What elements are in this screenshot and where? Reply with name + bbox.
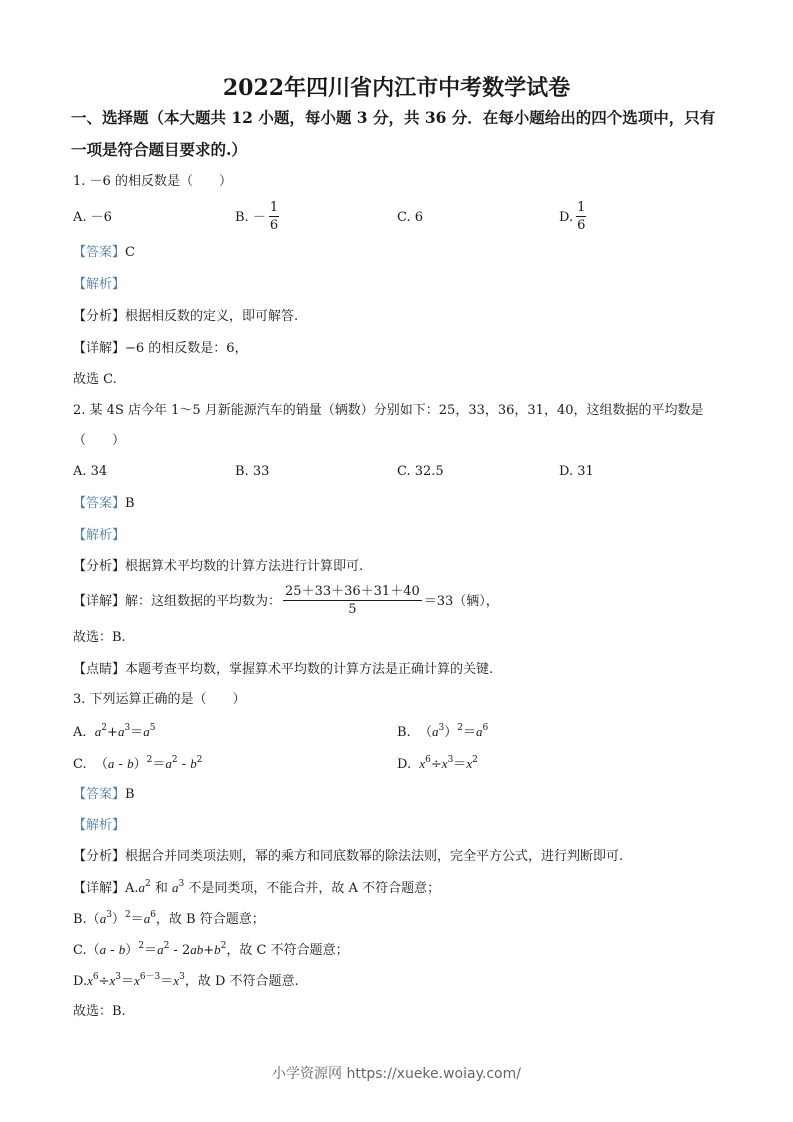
- analysis-tag: 【解析】: [73, 528, 126, 543]
- q3-answer: [73, 785, 135, 805]
- q1-answer: [73, 243, 135, 263]
- q1-fenxi: [73, 307, 298, 327]
- q2-dianjing: [73, 660, 493, 680]
- q3-fenxi: [73, 847, 623, 867]
- fenxi-text: 根据合并同类项法则，幂的乘方和同底数幂的除法法则，完全平方公式，进行判断即可.: [125, 849, 624, 864]
- answer-tag: 【答案】: [73, 496, 126, 511]
- footer-watermark: 小学资源网 https://xueke.woiay.com/: [272, 1066, 521, 1082]
- q1-option-b-prefix: B. －: [235, 210, 266, 225]
- q2-fenxi: [73, 557, 363, 577]
- q2-stem-line1: 2. 某 4S 店今年 1～5 月新能源汽车的销量（辆数）分别如下：25，33，36，31，40，这组数据的平均数是: [73, 403, 704, 418]
- q2-analysis-tag: [73, 526, 125, 546]
- q2-xiangjie: [73, 584, 499, 619]
- q3-xiangjie-d: $D.x^6\div x^3=x^{6-3}=x^3$，故 D 不符合题意.: [73, 972, 299, 989]
- q3-xiangjie-a: 【详解】$A.a^2$ 和 $a^3$ 不是同类项，不能合并，故 A 不符合题意；: [73, 879, 441, 896]
- answer-value: B: [125, 496, 135, 511]
- fenxi-tag: 【分析】: [73, 849, 126, 864]
- q2-option-b: B. 33: [235, 464, 270, 479]
- q1-option-d-prefix: D.: [559, 210, 574, 225]
- q2-option-a: A. 34: [73, 464, 108, 479]
- xiangjie-tag: 【详解】: [73, 594, 126, 609]
- numerator: 1: [269, 200, 279, 215]
- option-label: C.: [73, 757, 87, 772]
- q3-option-b: B. $(a^3)^2=a^6$: [397, 723, 489, 740]
- q2-option-c: C. 32.5: [397, 464, 444, 479]
- q2-stem-line2: （ ）: [73, 433, 126, 448]
- numerator: 25＋33＋36＋31＋40: [285, 584, 420, 599]
- denominator: 6: [577, 218, 586, 233]
- q3-xiangjie-c: $C.(a - b)^2=a^2 - 2ab+b^2$，故 C 不符合题意；: [73, 941, 349, 958]
- q3-xiangjie-b: $B.(a^3)^2=a^6$，故 B 符合题意；: [73, 910, 265, 927]
- option-label: A.: [73, 725, 87, 740]
- q3-option-a: A. $a^2+a^3=a^5$: [73, 723, 156, 740]
- xiangjie-c-text: ，故 C 不符合题意；: [226, 943, 349, 958]
- q1-xiangjie: [73, 339, 248, 359]
- mean-fraction: [283, 584, 422, 619]
- q3-option-d: D. $x^6\div x^3=x^2$: [397, 755, 478, 772]
- denominator: 5: [348, 602, 357, 617]
- xiangjie-text: 解：这组数据的平均数为：: [125, 594, 282, 609]
- q1-option-d: [559, 200, 589, 235]
- answer-tag: 【答案】: [73, 787, 126, 802]
- fraction: [576, 200, 586, 235]
- q1-option-b: [235, 200, 282, 235]
- section-heading-line2: 一项是符合题目要求的.）: [71, 140, 247, 159]
- denominator: 6: [269, 218, 279, 233]
- answer-value: B: [125, 787, 135, 802]
- dianjing-tag: 【点睛】: [73, 662, 126, 677]
- option-label: B.: [397, 725, 411, 740]
- dianjing-text: 本题考查平均数，掌握算术平均数的计算方法是正确计算的关键.: [125, 662, 494, 677]
- q1-option-a: A. －6: [73, 210, 112, 225]
- q1-conclusion: 故选 C.: [73, 372, 117, 387]
- q3-stem: 3. 下列运算正确的是（ ）: [73, 692, 246, 707]
- fenxi-text: 根据算术平均数的计算方法进行计算即可.: [125, 559, 364, 574]
- q3-conclusion: 故选：B.: [73, 1004, 126, 1019]
- q1-analysis-tag: [73, 275, 125, 295]
- q3-analysis-tag: [73, 816, 125, 836]
- answer-tag: 【答案】: [73, 245, 126, 260]
- xiangjie-tag: 【详解】: [73, 341, 126, 356]
- xiangjie-text: −6 的相反数是：6，: [125, 341, 248, 356]
- q2-conclusion: 故选：B.: [73, 630, 126, 645]
- q1-option-c: C. 6: [397, 210, 424, 225]
- q1-stem: 1. －6 的相反数是（ ）: [73, 174, 232, 189]
- analysis-tag: 【解析】: [73, 818, 126, 833]
- fenxi-tag: 【分析】: [73, 309, 126, 324]
- fenxi-tag: 【分析】: [73, 559, 126, 574]
- xiangjie-result: ＝33（辆），: [423, 594, 499, 609]
- q2-answer: [73, 494, 135, 514]
- q2-option-d: D. 31: [559, 464, 594, 479]
- xiangjie-tag: 【详解】: [73, 881, 126, 896]
- xiangjie-b-text: ，故 B 符合题意；: [155, 912, 265, 927]
- numerator: 1: [577, 200, 586, 215]
- page-title: 2022年四川省内江市中考数学试卷: [222, 75, 571, 101]
- answer-value: C: [125, 245, 135, 260]
- fenxi-text: 根据相反数的定义，即可解答.: [125, 309, 299, 324]
- fraction: [269, 200, 279, 235]
- option-label: D.: [397, 757, 412, 772]
- analysis-tag: 【解析】: [73, 277, 126, 292]
- xiangjie-d-text: ，故 D 不符合题意.: [184, 974, 299, 989]
- section-heading-line1: 一、选择题（本大题共 12 小题，每小题 3 分，共 36 分．在每小题给出的四个选项中，只有: [71, 108, 716, 127]
- xiangjie-a-text: 不是同类项，不能合并，故 A 不符合题意；: [188, 881, 441, 896]
- q3-option-c: C. $(a - b)^2=a^2 - b^2$: [73, 755, 203, 772]
